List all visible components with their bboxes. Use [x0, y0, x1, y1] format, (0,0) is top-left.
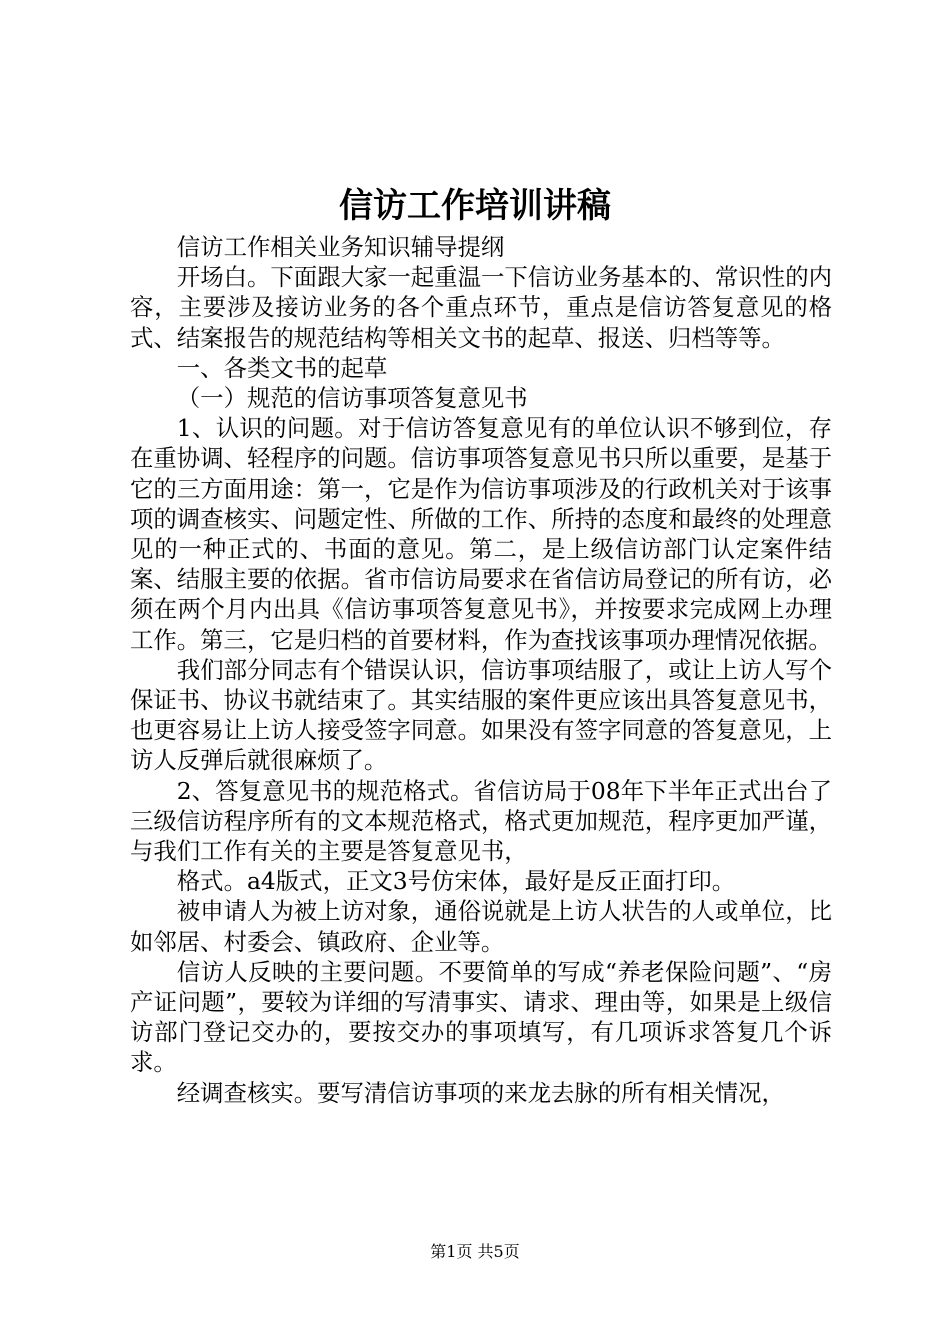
paragraph: 信访人反映的主要问题。不要简单的写成“养老保险问题”、“房产证问题”，要较为详细的写清事实、请求、理由等，如果是上级信访部门登记交办的，要按交办的事项填写，有几项诉求答复几个诉求。 — [130, 957, 832, 1077]
paragraph: 2、答复意见书的规范格式。省信访局于08年下半年正式出台了三级信访程序所有的文本规范格式，格式更加规范，程序更加严谨，与我们工作有关的主要是答复意见书， — [130, 776, 832, 866]
paragraph: 被申请人为被上访对象，通俗说就是上访人状告的人或单位，比如邻居、村委会、镇政府、企业等。 — [130, 897, 832, 956]
subsection-heading: （一）规范的信访事项答复意见书 — [176, 384, 528, 413]
paragraph: 格式。a4版式，正文3号仿宋体，最好是反正面打印。 — [176, 867, 736, 896]
paragraph: 经调查核实。要写清信访事项的来龙去脉的所有相关情况， — [176, 1078, 785, 1107]
paragraph: 我们部分同志有个错误认识，信访事项结服了，或让上访人写个保证书、协议书就结束了。其实结服的案件更应该出具答复意见书，也更容易让上访人接受签字同意。如果没有签字同意的答复意见，上访人反弹后就很麻烦了。 — [130, 655, 832, 775]
paragraph: 信访工作相关业务知识辅导提纲 — [176, 233, 505, 261]
page-number-footer: 第1页 共5页 — [430, 1242, 520, 1261]
document-title: 信访工作培训讲稿 — [339, 186, 611, 226]
section-heading: 一、各类文书的起草 — [176, 353, 388, 382]
paragraph: 1、认识的问题。对于信访答复意见有的单位认识不够到位，存在重协调、轻程序的问题。信访事项答复意见书只所以重要，是基于它的三方面用途：第一，它是作为信访事项涉及的行政机关对于该事项的调查核实、问题定性、所做的工作、所持的态度和最终的处理意见的一种正式的、书面的意见。第二，是上级信访部门认定案件结案、结服主要的依据。省市信访局要求在省信访局登记的所有访，必须在两个月内出具《信访事项答复意见书》，并按要求完成网上办理工作。第三，它是归档的首要材料，作为查找该事项办理情况依据。 — [130, 414, 832, 654]
document-body — [130, 232, 832, 1108]
paragraph: 开场白。下面跟大家一起重温一下信访业务基本的、常识性的内容，主要涉及接访业务的各个重点环节，重点是信访答复意见的格式、结案报告的规范结构等相关文书的起草、报送、归档等等。 — [130, 263, 832, 352]
